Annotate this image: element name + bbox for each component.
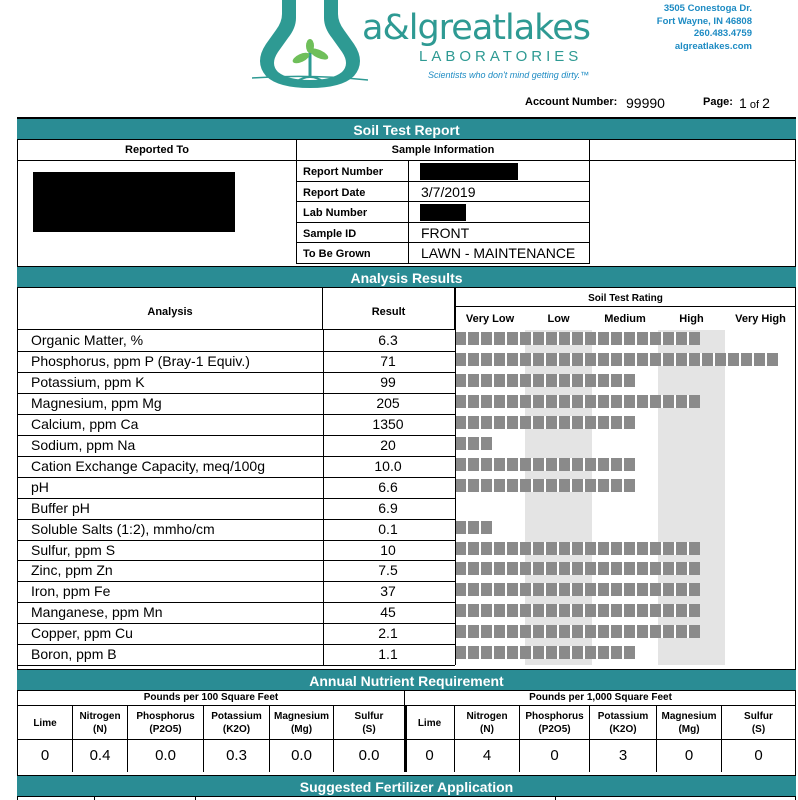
row-divider [18, 351, 455, 352]
analysis-col-header: Analysis [147, 306, 193, 318]
sample-field-value: 3/7/2019 [409, 182, 590, 203]
address-line2: Fort Wayne, IN 46808 [656, 15, 752, 27]
row-divider [18, 623, 455, 624]
analysis-name: Boron, ppm B [31, 646, 117, 663]
nutrient-col-header [204, 706, 270, 740]
account-number-label: Account Number: [525, 96, 618, 108]
sample-field-label: Sample ID [296, 223, 409, 244]
rating-label: Very High [735, 313, 786, 325]
nutrient-col-unit: (P2O5) [149, 724, 182, 735]
brand-tagline: Scientists who don't mind getting dirty.™ [428, 70, 590, 80]
analysis-result: 1350 [372, 415, 404, 432]
sample-field-value: LAWN - MAINTENANCE [409, 243, 590, 264]
rating-bar [455, 542, 700, 555]
nutrient-col-unit: (N) [93, 724, 107, 735]
nutrient-col-name: Nitrogen [79, 711, 121, 722]
rating-bar [455, 374, 635, 387]
rating-bar [455, 458, 635, 471]
rating-label: Very Low [465, 313, 515, 325]
nutrient-col-header [455, 706, 520, 740]
analysis-col-header-cell [18, 288, 323, 330]
rating-label: High [679, 313, 704, 325]
nutrient-value: 0 [405, 740, 455, 772]
row-divider [18, 665, 455, 666]
analysis-result: 1.1 [378, 646, 398, 663]
account-number-value: 99990 [626, 95, 665, 111]
nutrient-col-name: Magnesium [273, 711, 329, 722]
nutrient-col-name: Nitrogen [466, 711, 508, 722]
nutrient-value: 0.0 [334, 740, 405, 772]
nutrient-col-name: Potassium [211, 711, 262, 722]
nutrient-col-header [18, 706, 73, 740]
row-divider [18, 644, 455, 645]
nutrient-col-name: Potassium [597, 711, 649, 722]
rating-bar [455, 604, 700, 617]
nutrient-col-name: Magnesium [661, 711, 717, 722]
rating-label: Medium [604, 313, 646, 325]
nutrient-col-name: Lime [417, 718, 442, 729]
analysis-result: 10 [380, 541, 396, 558]
nutrient-col-header [73, 706, 128, 740]
group-divider [405, 706, 407, 772]
analysis-result: 20 [380, 436, 396, 453]
nutrient-col-unit: (N) [480, 724, 494, 735]
nutrient-col-header [405, 706, 455, 740]
rating-label: Low [547, 313, 570, 325]
analysis-result: 45 [380, 604, 396, 621]
analysis-name: Zinc, ppm Zn [31, 562, 113, 579]
nutrient-value: 0.0 [128, 740, 204, 772]
row-divider [18, 498, 455, 499]
nutrient-value: 0 [657, 740, 722, 772]
row-divider [18, 560, 455, 561]
analysis-name: Potassium, ppm K [31, 373, 145, 390]
analysis-result: 7.5 [378, 562, 398, 579]
soil-test-rating-header: Soil Test Rating [455, 290, 796, 307]
nutrient-col-header [590, 706, 657, 740]
rating-bar [455, 353, 778, 366]
nutrient-value: 0 [18, 740, 73, 772]
analysis-name: Iron, ppm Fe [31, 583, 111, 600]
company-address [657, 3, 752, 53]
rating-bar [455, 646, 635, 659]
analysis-result: 71 [380, 352, 396, 369]
nutrient-value: 4 [455, 740, 520, 772]
analysis-result: 205 [376, 394, 400, 411]
nutrient-col-header [128, 706, 204, 740]
analysis-name: Calcium, ppm Ca [31, 415, 139, 432]
nutrient-col-unit: (S) [751, 724, 766, 735]
brand-block [362, 8, 590, 80]
redacted-value [420, 204, 466, 221]
sample-field-label: Report Date [296, 182, 409, 203]
nutrient-value: 0 [520, 740, 590, 772]
result-col-header-cell [323, 288, 455, 330]
nutrient-col-name: Sulfur [354, 711, 384, 722]
analysis-results-title: Analysis Results [17, 266, 796, 288]
nutrient-col-name: Lime [33, 718, 57, 729]
row-divider [18, 435, 455, 436]
row-divider [18, 393, 455, 394]
nutrient-col-unit: (S) [362, 724, 376, 735]
rating-bar [455, 583, 700, 596]
redacted-reported-to [33, 172, 235, 232]
nutrient-col-unit: (Mg) [290, 724, 313, 735]
rating-bar [455, 479, 635, 492]
rating-bar [455, 625, 700, 638]
col-divider [455, 288, 456, 665]
analysis-name: Sulfur, ppm S [31, 541, 116, 558]
result-col-header: Result [371, 306, 406, 318]
nutrient-value: 3 [590, 740, 657, 772]
nutrient-value: 0.3 [204, 740, 270, 772]
sample-field-label: Lab Number [296, 202, 409, 223]
analysis-result: 99 [380, 373, 396, 390]
analysis-name: Soluble Salts (1:2), mmho/cm [31, 520, 215, 537]
nutrient-col-name: Sulfur [744, 711, 773, 722]
nutrient-value: 0 [722, 740, 796, 772]
nutrient-col-name: Phosphorus [525, 711, 584, 722]
row-divider [18, 519, 455, 520]
nutrient-col-unit: (Mg) [678, 724, 700, 735]
nutrient-col-header [722, 706, 796, 740]
row-divider [18, 414, 455, 415]
soil-test-report-title: Soil Test Report [17, 118, 796, 140]
nutrient-col-unit: (K2O) [609, 724, 637, 735]
analysis-name: Manganese, ppm Mn [31, 604, 163, 621]
analysis-result: 0.1 [378, 520, 398, 537]
address-line1: 3505 Conestoga Dr. [663, 3, 752, 14]
analysis-result: 6.3 [378, 332, 398, 348]
analysis-result: 6.6 [378, 478, 398, 495]
row-divider [18, 581, 455, 582]
page-label: Page: [703, 96, 733, 108]
analysis-result: 2.1 [378, 625, 398, 642]
company-logo [252, 0, 368, 92]
row-divider [18, 456, 455, 457]
analysis-result: 37 [380, 583, 396, 600]
redacted-value [420, 163, 518, 180]
analysis-name: Buffer pH [31, 499, 90, 516]
nutrient-value: 0.4 [73, 740, 128, 772]
page-indicator: 1 of 2 [739, 95, 770, 111]
fertilizer-application-title: Suggested Fertilizer Application [17, 775, 796, 797]
sample-info-header: Sample Information [296, 140, 590, 161]
row-divider [18, 540, 455, 541]
rating-bar [455, 437, 492, 450]
rating-bar [455, 332, 700, 345]
analysis-name: Sodium, ppm Na [31, 436, 136, 453]
analysis-name: Phosphorus, ppm P (Bray-1 Equiv.) [31, 352, 250, 369]
nutrient-col-header [270, 706, 334, 740]
nutrient-col-name: Phosphorus [136, 711, 195, 722]
brand-laboratories: LABORATORIES [419, 48, 583, 65]
col-divider [323, 330, 324, 665]
analysis-name: Organic Matter, % [31, 332, 144, 348]
brand-name: a&lgreatlakes [362, 8, 590, 48]
row-divider [18, 372, 455, 373]
nutrient-col-unit: (K2O) [222, 724, 251, 735]
nutrient-value: 0.0 [270, 740, 334, 772]
nutrient-col-header [334, 706, 405, 740]
sample-field-value: FRONT [409, 223, 590, 244]
analysis-name: Cation Exchange Capacity, meq/100g [31, 457, 265, 474]
nutrient-requirement-title: Annual Nutrient Requirement [17, 669, 796, 691]
nutrient-col-unit: (P2O5) [538, 724, 571, 735]
sample-field-label: To Be Grown [296, 243, 409, 264]
analysis-name: Magnesium, ppm Mg [31, 394, 162, 411]
rating-bar [455, 395, 700, 408]
analysis-result: 10.0 [374, 457, 402, 474]
rating-bar [455, 521, 492, 534]
nutrient-col-header [657, 706, 722, 740]
row-divider [18, 477, 455, 478]
analysis-result: 6.9 [378, 499, 398, 516]
rating-bar [455, 562, 700, 575]
analysis-name: Copper, ppm Cu [31, 625, 133, 642]
rating-bar [455, 416, 635, 429]
reported-to-header: Reported To [18, 140, 296, 161]
company-website[interactable]: algreatlakes.com [674, 40, 752, 52]
per-1000-sqft-header: Pounds per 1,000 Square Feet [405, 690, 796, 706]
nutrient-col-header [520, 706, 590, 740]
analysis-name: pH [31, 478, 49, 495]
company-phone: 260.483.4759 [693, 28, 752, 39]
sample-field-label: Report Number [296, 161, 409, 182]
row-divider [18, 602, 455, 603]
per-100-sqft-header: Pounds per 100 Square Feet [18, 690, 405, 706]
